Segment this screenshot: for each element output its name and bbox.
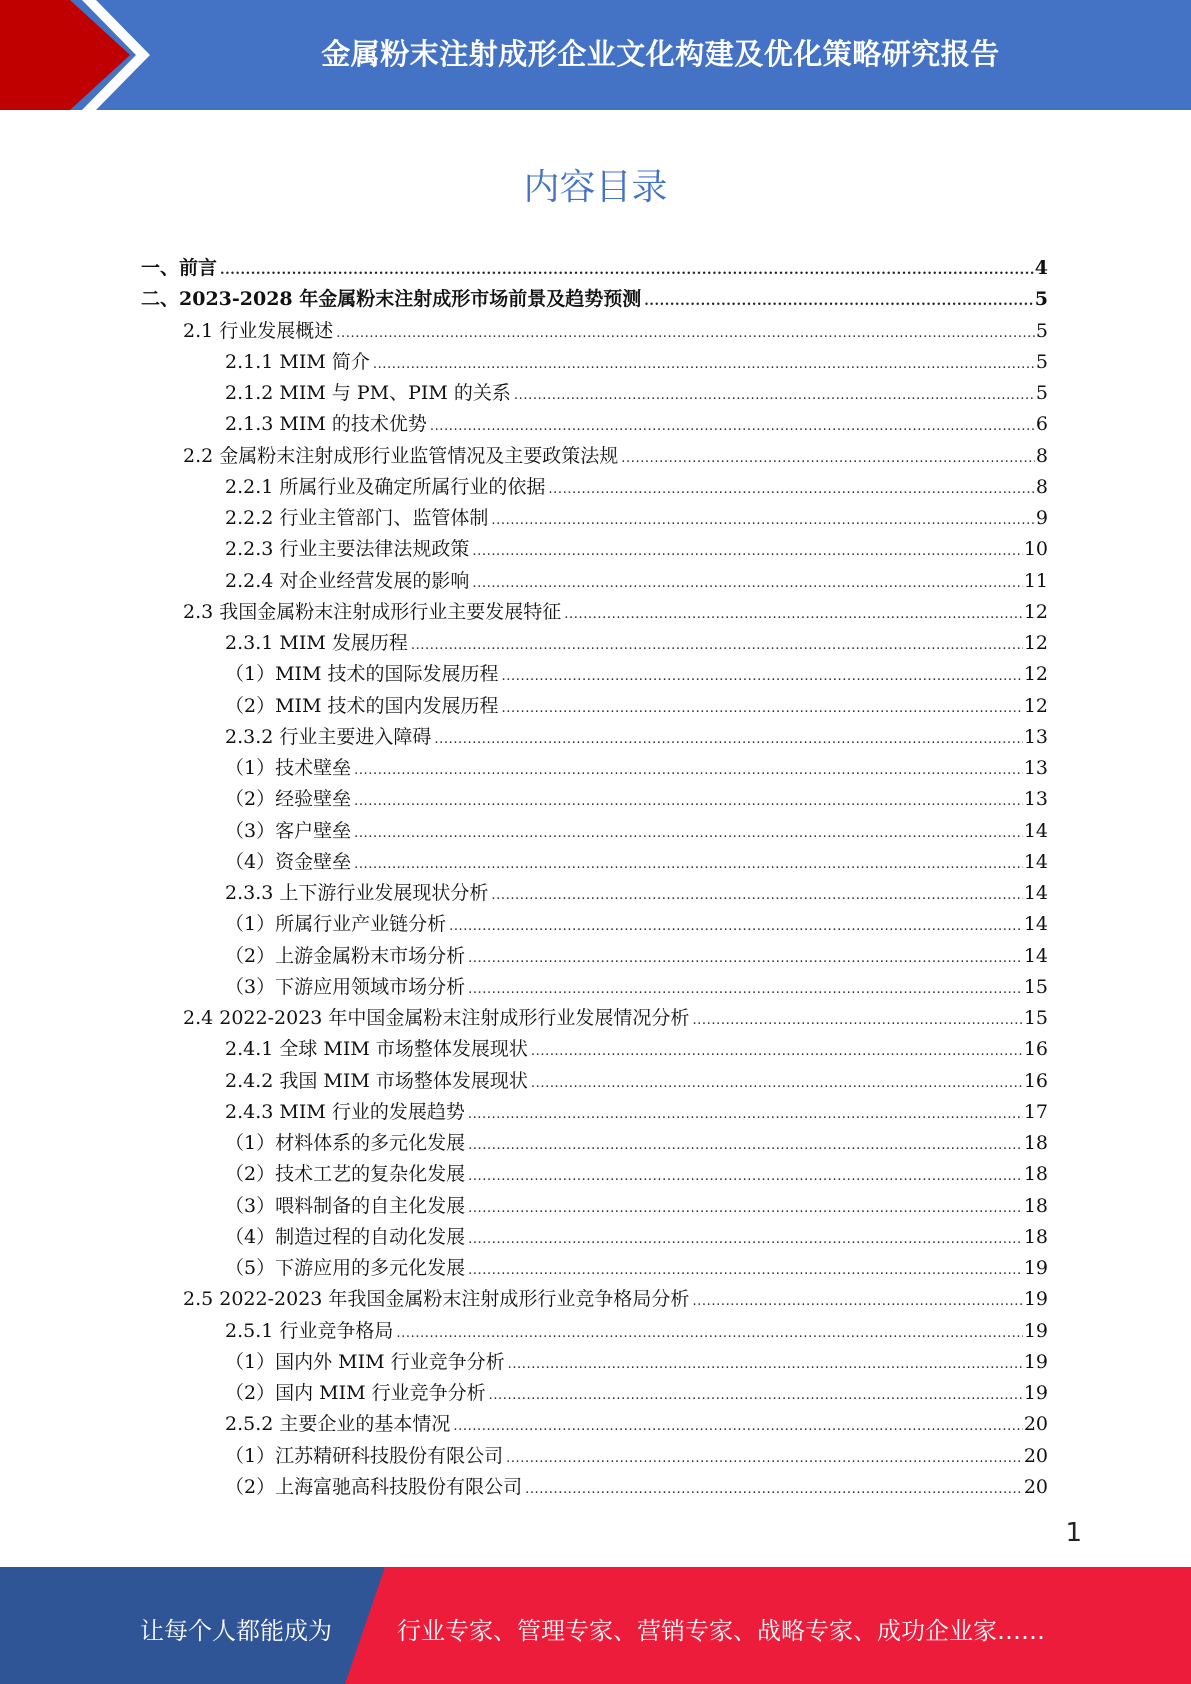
- toc-entry-page: 16: [1023, 1038, 1048, 1061]
- toc-dot-leader: [548, 474, 1035, 505]
- toc-entry[interactable]: [0, 378, 1048, 409]
- toc-entry-title: （1）材料体系的多元化发展: [225, 1132, 466, 1154]
- toc-entry-page: 13: [1023, 788, 1048, 811]
- toc-entry[interactable]: [0, 1097, 1048, 1128]
- toc-entry[interactable]: [0, 503, 1048, 534]
- toc-dot-leader: [220, 255, 1034, 286]
- toc-dot-leader: [644, 286, 1034, 317]
- toc-entry[interactable]: [0, 1347, 1048, 1378]
- toc-dot-leader: [468, 1193, 1023, 1224]
- toc-entry-page: 20: [1023, 1444, 1048, 1467]
- toc-entry[interactable]: [0, 409, 1048, 440]
- toc-entry-title: （1）技术壁垒: [225, 757, 352, 779]
- page-number: 1: [1065, 1518, 1082, 1548]
- toc-entry-title: （3）喂料制备的自主化发展: [225, 1194, 466, 1217]
- toc-entry-title: （2）技术工艺的复杂化发展: [225, 1163, 466, 1186]
- toc-entry-page: 12: [1023, 663, 1048, 686]
- toc-entry-page: 8: [1035, 475, 1048, 498]
- toc-dot-leader: [508, 1349, 1023, 1380]
- toc-entry[interactable]: [0, 316, 1048, 347]
- toc-entry-page: 9: [1035, 507, 1048, 529]
- toc-entry[interactable]: [0, 1284, 1048, 1315]
- toc-dot-leader: [468, 1161, 1023, 1192]
- toc-entry-title: （3）客户壁垒: [225, 819, 352, 842]
- toc-dot-leader: [468, 1255, 1023, 1286]
- toc-dot-leader: [472, 568, 1022, 599]
- toc-entry-title: 2.4.1 全球 MIM 市场整体发展现状: [225, 1038, 528, 1061]
- toc-entry[interactable]: [0, 1441, 1048, 1472]
- toc-dot-leader: [354, 849, 1023, 880]
- toc-entry[interactable]: [0, 597, 1048, 628]
- toc-entry[interactable]: [0, 441, 1048, 472]
- toc-dot-leader: [472, 536, 1022, 567]
- toc-entry-page: 15: [1023, 1007, 1048, 1029]
- toc-entry-title: 2.5.1 行业竞争格局: [225, 1319, 394, 1342]
- header-arrow-decoration: [0, 0, 160, 110]
- toc-entry-page: 19: [1023, 1350, 1048, 1373]
- toc-dot-leader: [396, 1318, 1022, 1349]
- toc-dot-leader: [411, 630, 1023, 661]
- toc-entry[interactable]: [0, 1253, 1048, 1284]
- toc-entry-page: 5: [1034, 288, 1048, 311]
- toc-entry-title: （1）江苏精研科技股份有限公司: [225, 1444, 504, 1467]
- toc-dot-leader: [373, 349, 1035, 380]
- toc-dot-leader: [336, 318, 1035, 349]
- table-of-contents: [0, 253, 1191, 1503]
- footer-banner: [0, 1567, 1191, 1684]
- toc-entry-title: （2）经验壁垒: [225, 788, 352, 811]
- toc-entry-page: 15: [1023, 975, 1048, 998]
- toc-entry-title: （1）MIM 技术的国际发展历程: [225, 663, 499, 686]
- toc-entry-title: 2.2.3 行业主要法律法规政策: [225, 538, 470, 561]
- toc-entry[interactable]: [0, 1191, 1048, 1222]
- toc-dot-leader: [531, 1036, 1023, 1067]
- toc-entry-page: 14: [1023, 819, 1048, 842]
- toc-entry[interactable]: [0, 1034, 1048, 1065]
- toc-entry-title: 二、2023-2028 年金属粉末注射成形市场前景及趋势预测: [141, 288, 642, 311]
- toc-entry-page: 6: [1035, 413, 1048, 436]
- toc-dot-leader: [531, 1068, 1023, 1099]
- toc-dot-leader: [502, 693, 1023, 724]
- toc-entry-title: 2.2.1 所属行业及确定所属行业的依据: [225, 475, 546, 498]
- toc-dot-leader: [354, 786, 1023, 817]
- toc-entry-title: （4）制造过程的自动化发展: [225, 1225, 466, 1248]
- toc-entry-title: 2.1.3 MIM 的技术优势: [225, 413, 427, 436]
- toc-entry-page: 19: [1023, 1319, 1048, 1342]
- toc-dot-leader: [525, 1474, 1023, 1505]
- toc-entry[interactable]: [0, 753, 1048, 784]
- toc-entry-title: （2）MIM 技术的国内发展历程: [225, 694, 499, 717]
- toc-entry[interactable]: [0, 1222, 1048, 1253]
- toc-entry[interactable]: [0, 878, 1048, 909]
- toc-entry-page: 12: [1023, 600, 1048, 623]
- toc-entry-page: 19: [1023, 1257, 1048, 1279]
- toc-entry-title: 2.5 2022-2023 年我国金属粉末注射成形行业竞争格局分析: [183, 1288, 690, 1311]
- toc-dot-leader: [692, 1005, 1022, 1036]
- toc-entry-title: （5）下游应用的多元化发展: [225, 1257, 466, 1279]
- toc-entry-page: 10: [1023, 538, 1048, 561]
- toc-entry[interactable]: [0, 472, 1048, 503]
- toc-heading: 内容目录: [523, 167, 668, 208]
- toc-entry[interactable]: [0, 534, 1048, 565]
- toc-entry-page: 5: [1035, 350, 1048, 373]
- toc-entry[interactable]: [0, 1128, 1048, 1159]
- toc-entry[interactable]: [0, 1159, 1048, 1190]
- toc-entry-title: 2.2.4 对企业经营发展的影响: [225, 569, 470, 592]
- report-title: 金属粉末注射成形企业文化构建及优化策略研究报告: [321, 37, 1000, 71]
- toc-entry[interactable]: [0, 284, 1048, 315]
- toc-entry[interactable]: [0, 1472, 1048, 1503]
- toc-dot-leader: [489, 1380, 1023, 1411]
- toc-entry[interactable]: [0, 909, 1048, 940]
- toc-entry[interactable]: [0, 847, 1048, 878]
- toc-entry-title: 2.4 2022-2023 年中国金属粉末注射成形行业发展情况分析: [183, 1007, 690, 1029]
- toc-entry-page: 17: [1023, 1100, 1048, 1123]
- toc-dot-leader: [449, 911, 1023, 942]
- toc-dot-leader: [468, 974, 1023, 1005]
- footer-slogan-right: 行业专家、管理专家、营销专家、战略专家、成功企业家……: [397, 1617, 1045, 1645]
- toc-entry-page: 14: [1023, 944, 1048, 967]
- toc-entry[interactable]: [0, 628, 1048, 659]
- footer-slogan-left: 让每个人都能成为: [140, 1617, 332, 1645]
- toc-dot-leader: [468, 1130, 1023, 1161]
- toc-entry[interactable]: [0, 347, 1048, 378]
- toc-entry-page: 20: [1023, 1413, 1048, 1436]
- toc-entry-page: 20: [1023, 1475, 1048, 1498]
- toc-dot-leader: [430, 411, 1035, 442]
- toc-entry[interactable]: [0, 1003, 1048, 1034]
- toc-entry-title: 2.3 我国金属粉末注射成形行业主要发展特征: [183, 600, 562, 623]
- toc-entry[interactable]: [0, 659, 1048, 690]
- toc-entry-page: 8: [1035, 444, 1048, 467]
- toc-entry-page: 19: [1023, 1382, 1048, 1404]
- toc-entry-title: （4）资金壁垒: [225, 850, 352, 873]
- toc-entry-page: 14: [1023, 882, 1048, 904]
- toc-entry-page: 18: [1023, 1194, 1048, 1217]
- toc-entry-title: 2.5.2 主要企业的基本情况: [225, 1413, 451, 1436]
- toc-dot-leader: [468, 1224, 1023, 1255]
- toc-entry[interactable]: [0, 1066, 1048, 1097]
- toc-entry[interactable]: [0, 816, 1048, 847]
- toc-dot-leader: [468, 1099, 1023, 1130]
- toc-entry[interactable]: [0, 784, 1048, 815]
- toc-entry-title: 2.2.2 行业主管部门、监管体制: [225, 507, 489, 529]
- toc-entry-title: 2.1.2 MIM 与 PM、PIM 的关系: [225, 382, 511, 404]
- toc-dot-leader: [453, 1411, 1022, 1442]
- toc-entry-page: 13: [1023, 725, 1048, 748]
- toc-entry-page: 19: [1023, 1288, 1048, 1311]
- toc-entry-title: 2.1 行业发展概述: [183, 319, 334, 342]
- toc-entry-title: 2.4.3 MIM 行业的发展趋势: [225, 1100, 465, 1123]
- toc-entry-title: 2.2 金属粉末注射成形行业监管情况及主要政策法规: [183, 444, 619, 467]
- toc-entry-page: 12: [1023, 632, 1048, 654]
- toc-entry-page: 11: [1023, 569, 1048, 592]
- toc-entry[interactable]: [0, 691, 1048, 722]
- toc-entry[interactable]: [0, 722, 1048, 753]
- toc-dot-leader: [514, 380, 1035, 411]
- toc-entry-title: 一、前言: [141, 257, 218, 279]
- toc-entry-page: 5: [1035, 319, 1048, 342]
- toc-entry-page: 12: [1023, 694, 1048, 717]
- header-banner: [0, 0, 1191, 110]
- toc-entry-title: （2）上游金属粉末市场分析: [225, 944, 466, 967]
- toc-dot-leader: [354, 818, 1023, 849]
- toc-entry[interactable]: [0, 1409, 1048, 1440]
- toc-dot-leader: [506, 1443, 1023, 1474]
- toc-dot-leader: [491, 880, 1022, 911]
- toc-entry[interactable]: [0, 972, 1048, 1003]
- toc-entry-title: （2）国内 MIM 行业竞争分析: [225, 1382, 486, 1404]
- toc-entry-page: 18: [1023, 1163, 1048, 1186]
- toc-dot-leader: [692, 1286, 1022, 1317]
- toc-entry[interactable]: [0, 1316, 1048, 1347]
- toc-dot-leader: [354, 755, 1023, 786]
- toc-entry-page: 16: [1023, 1069, 1048, 1092]
- toc-entry-page: 13: [1023, 757, 1048, 779]
- toc-entry-title: （2）上海富驰高科技股份有限公司: [225, 1475, 523, 1498]
- toc-dot-leader: [468, 943, 1023, 974]
- toc-entry-title: 2.3.2 行业主要进入障碍: [225, 725, 432, 748]
- toc-entry[interactable]: [0, 941, 1048, 972]
- toc-entry-title: 2.1.1 MIM 简介: [225, 350, 370, 373]
- toc-entry-title: （1）国内外 MIM 行业竞争分析: [225, 1350, 505, 1373]
- toc-entry[interactable]: [0, 1378, 1048, 1409]
- toc-dot-leader: [434, 724, 1022, 755]
- toc-entry-title: （1）所属行业产业链分析: [225, 913, 447, 936]
- toc-dot-leader: [621, 443, 1035, 474]
- toc-entry-title: （3）下游应用领域市场分析: [225, 975, 466, 998]
- toc-entry-title: 2.4.2 我国 MIM 市场整体发展现状: [225, 1069, 528, 1092]
- toc-entry[interactable]: [0, 566, 1048, 597]
- toc-dot-leader: [491, 505, 1035, 536]
- toc-entry-page: 4: [1034, 257, 1048, 279]
- toc-entry-title: 2.3.1 MIM 发展历程: [225, 632, 408, 654]
- toc-dot-leader: [564, 599, 1023, 630]
- toc-entry-title: 2.3.3 上下游行业发展现状分析: [225, 882, 489, 904]
- toc-entry-page: 5: [1035, 382, 1048, 404]
- toc-dot-leader: [502, 661, 1023, 692]
- toc-entry-page: 18: [1023, 1132, 1048, 1154]
- toc-entry[interactable]: [0, 253, 1048, 284]
- toc-entry-page: 14: [1023, 850, 1048, 873]
- toc-entry-page: 14: [1023, 913, 1048, 936]
- toc-entry-page: 18: [1023, 1225, 1048, 1248]
